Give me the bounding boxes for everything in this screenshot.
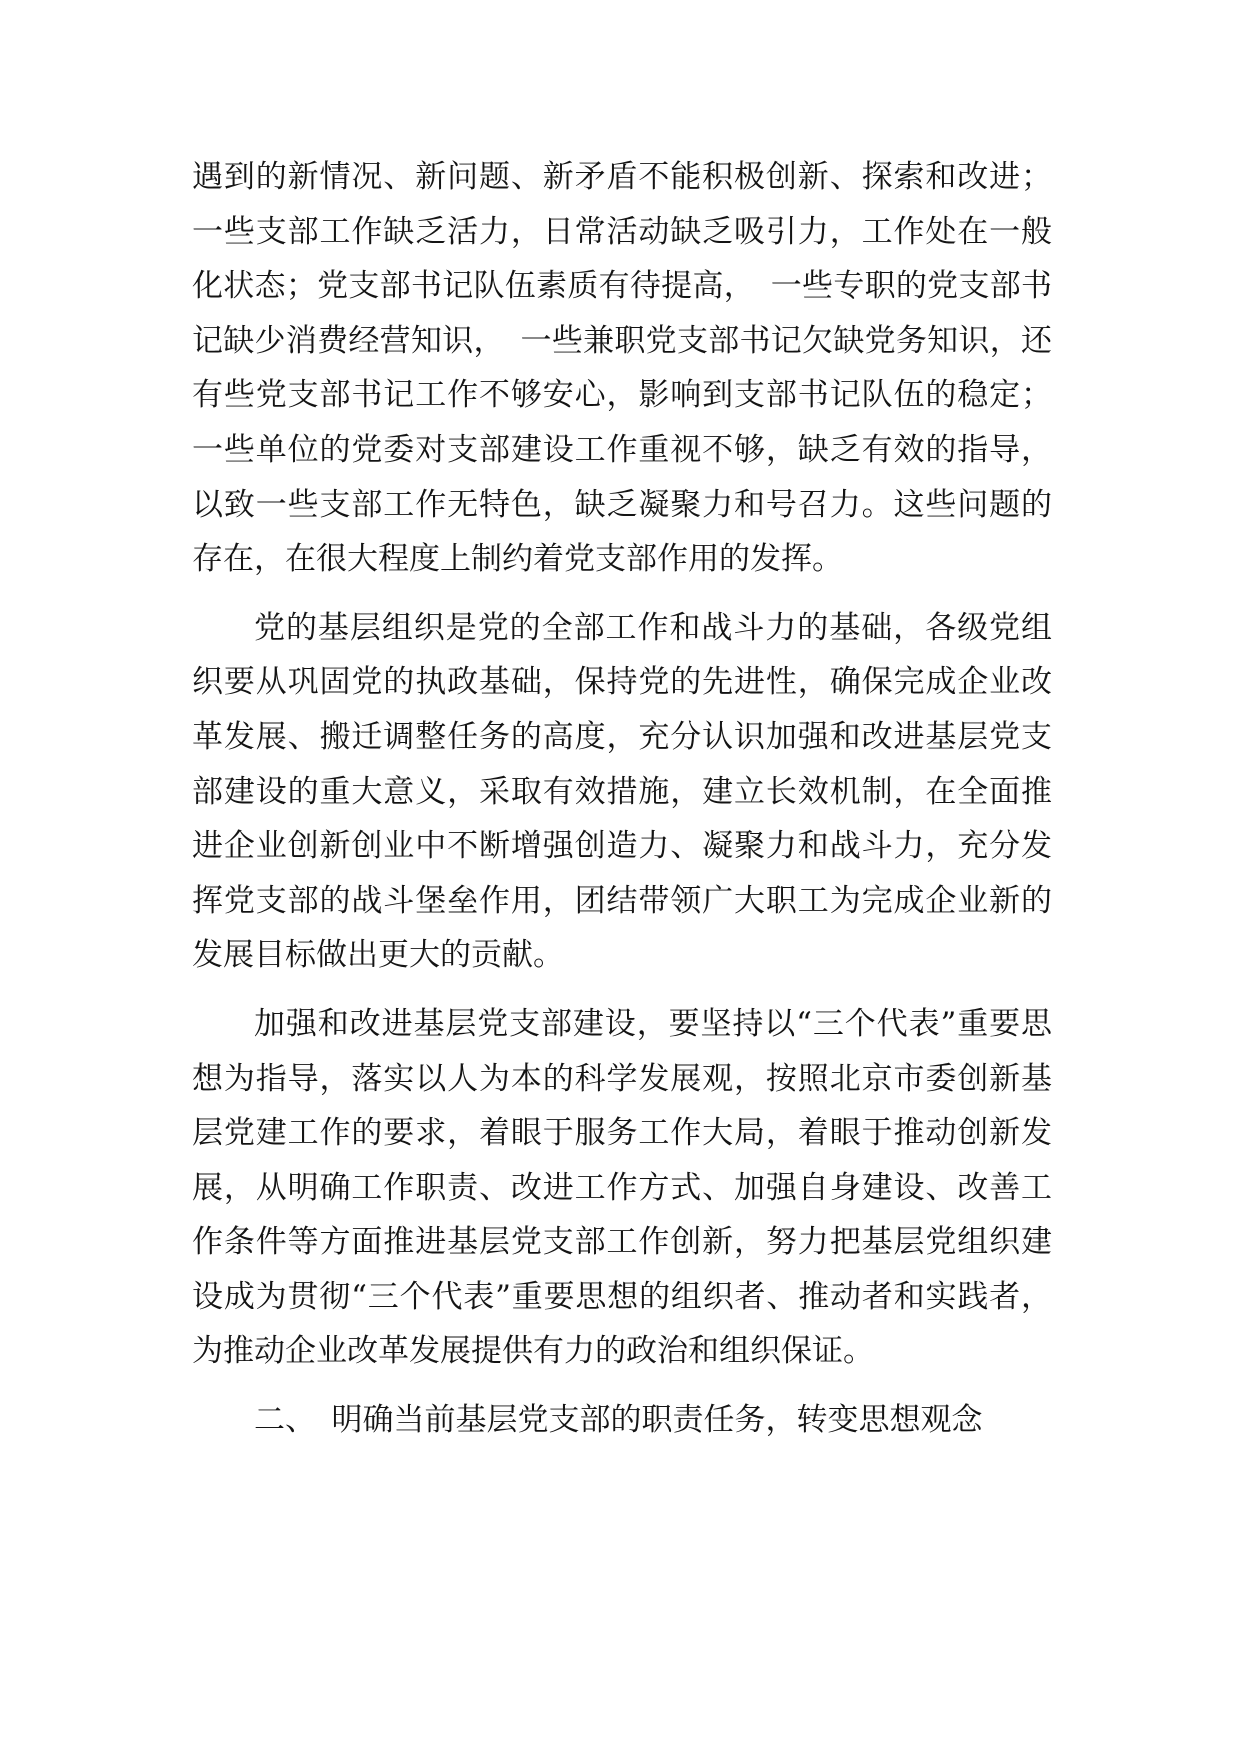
paragraph-grassroots-foundation: 党的基层组织是党的全部工作和战斗力的基础，各级党组织要从巩固党的执政基础，保持党的先进性，确保完成企业改革发展、搬迁调整任务的高度，充分认识加强和改进基层党支部建设的重大意义，采取有效措施，建立长效机制，在全面推进企业创新创业中不断增强创造力、凝聚力和战斗力，充分发挥党支部的战斗堡垒作用，团结带领广大职工为完成企业新的发展目标做出更大的贡献。 <box>192 609 1052 974</box>
paragraph-strengthen-branch: 加强和改进基层党支部建设，要坚持以“三个代表”重要思想为指导，落实以人为本的科学发展观，按照北京市委创新基层党建工作的要求，着眼于服务工作大局，着眼于推动创新发展，从明确工作职责、改进工作方式、加强自身建设、改善工作条件等方面推进基层党支部工作创新，努力把基层党组织建设成为贯彻“三个代表”重要思想的组织者、推动者和实践者，为推动企业改革发展提供有力的政治和组织保证。 <box>192 1005 1052 1370</box>
paragraph-continued-problems: 遇到的新情况、新问题、新矛盾不能积极创新、探索和改进；一些支部工作缺乏活力，日常活动缺乏吸引力，工作处在一般化状态；党支部书记队伍素质有待提高， 一些专职的党支部书记缺少消费经营知识， 一些兼职党支部书记欠缺党务知识，还有些党支部书记工作不够安心，影响到支部书记队伍的稳定；一些单位的党委对支部建设工作重视不够，缺乏有效的指导，以致一些支部工作无特色，缺乏凝聚力和号召力。这些问题的存在，在很大程度上制约着党支部作用的发挥。 <box>192 159 1052 578</box>
section-heading-two: 二、 明确当前基层党支部的职责任务，转变思想观念 <box>254 1402 983 1439</box>
document-body <box>192 150 1052 1448</box>
